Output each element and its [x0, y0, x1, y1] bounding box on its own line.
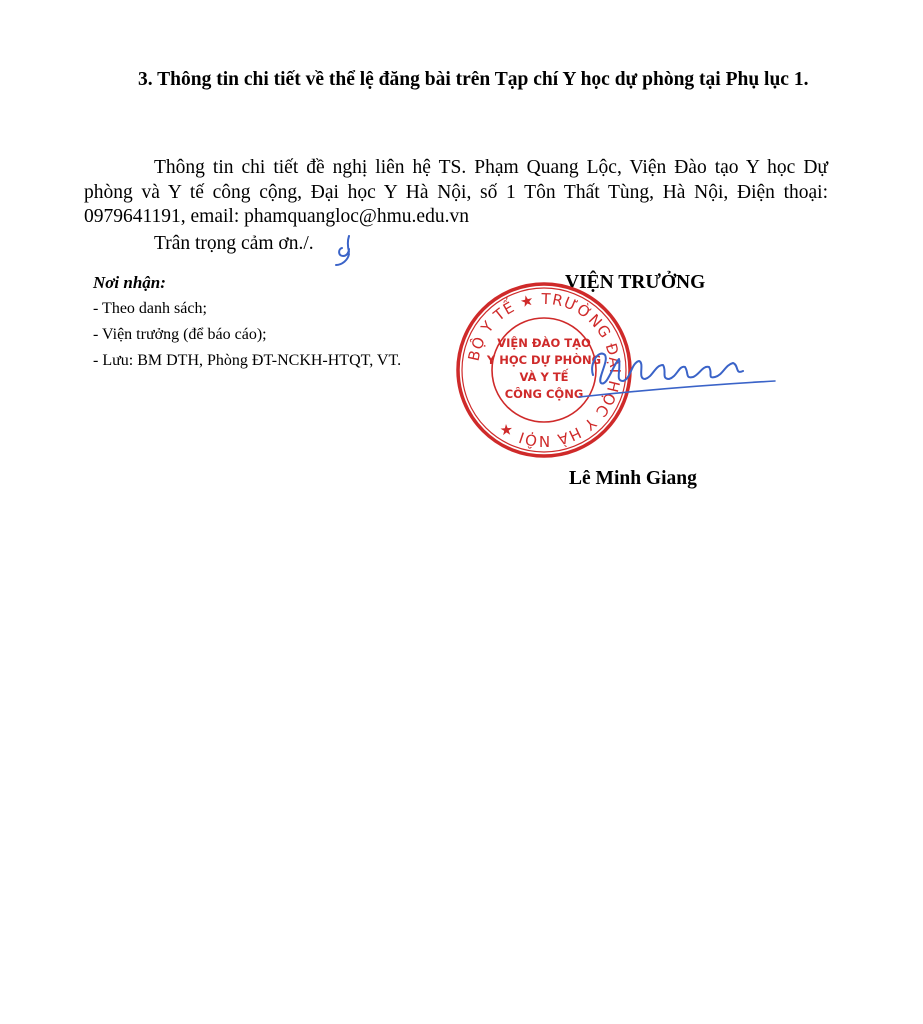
recipient-item: - Lưu: BM DTH, Phòng ĐT-NCKH-HTQT, VT.: [93, 352, 402, 369]
recipients-block: [93, 272, 431, 376]
stamp-ring-text: BỘ Y TẾ ★ TRƯỜNG ĐẠI HỌC Y HÀ NỘI ★: [464, 289, 625, 451]
recipients-title: Nơi nhận:: [93, 273, 166, 292]
stamp-line-4: CÔNG CỘNG: [504, 387, 584, 401]
contact-paragraph: [84, 156, 828, 230]
signer-title: VIỆN TRƯỞNG: [565, 272, 706, 293]
stamp-line-1: VIỆN ĐÀO TẠO: [497, 336, 591, 350]
section-heading: 3. Thông tin chi tiết về thể lệ đăng bài trên Tạp chí Y học dự phòng tại Phụ lục 1.: [138, 69, 809, 90]
recipient-item: - Viện trưởng (để báo cáo);: [93, 326, 267, 343]
signer-name: Lê Minh Giang: [569, 468, 697, 489]
closing-line: Trân trọng cảm ơn./.: [154, 233, 314, 254]
recipients-list: [93, 298, 431, 371]
stamp-line-3: VÀ Y TẾ: [519, 370, 569, 384]
stamp-line-2: Y HỌC DỰ PHÒNG: [486, 353, 602, 367]
contact-paragraph-text: Thông tin chi tiết đề nghị liên hệ TS. Phạm Quang Lộc, Viện Đào tạo Y học Dự phòng và Y tế công cộng, Đại học Y Hà Nội, số 1 Tôn Thất Tùng, Hà Nội, Điện thoại: 0979641191, email: phamquangloc@hmu.edu.vn: [84, 157, 828, 227]
signature-mark: [575, 335, 780, 410]
recipient-item: - Theo danh sách;: [93, 300, 207, 317]
initial-mark-icon: [330, 232, 360, 268]
